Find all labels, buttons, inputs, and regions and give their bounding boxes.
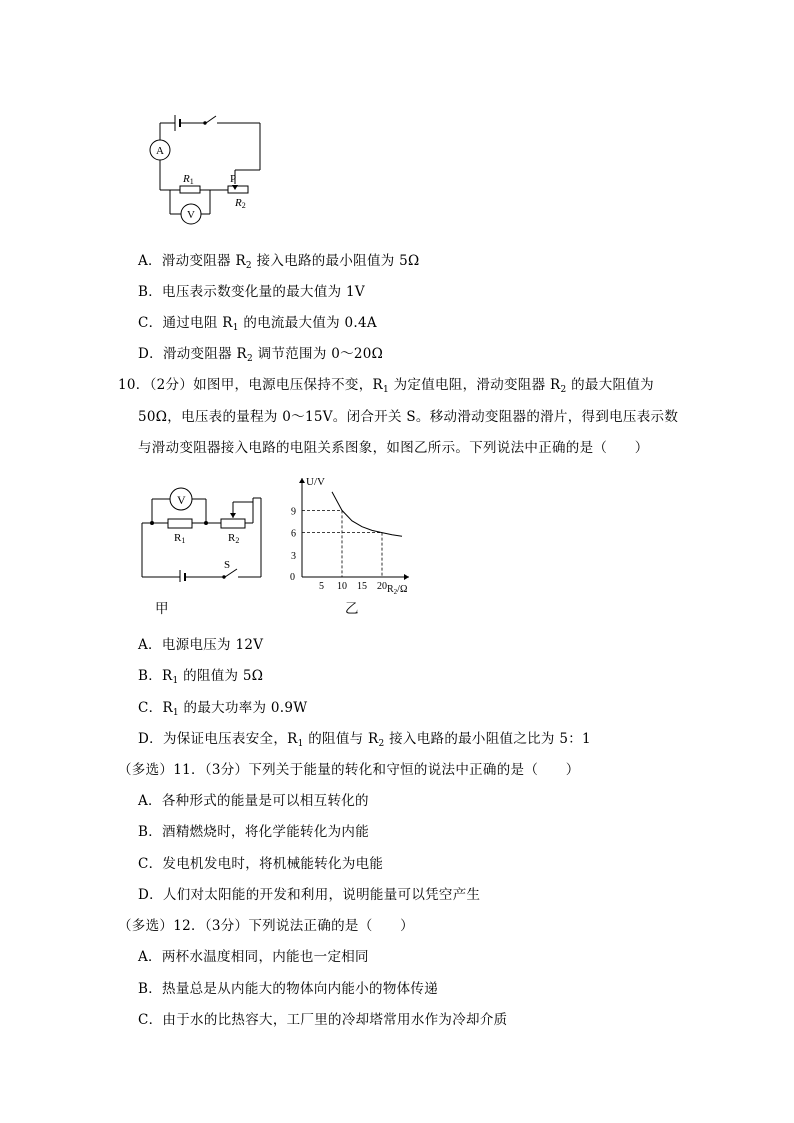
- q11-option-b: B．酒精燃烧时，将化学能转化为内能: [138, 824, 370, 840]
- q11-stem: （多选）11．（3分）下列关于能量的转化和守恒的说法中正确的是（ ）: [118, 762, 580, 778]
- y-tick-label: 3: [291, 550, 296, 562]
- r1-label: R1: [183, 173, 194, 186]
- voltmeter-label: V: [187, 209, 195, 221]
- ammeter-label: A: [156, 145, 164, 157]
- q10-option-c: C．$R_1$ 的最大功率为 0.9W: [138, 700, 308, 718]
- x-tick-label: 20: [377, 581, 387, 592]
- chart-axes: [291, 478, 409, 592]
- series-curve: [332, 492, 402, 536]
- y-axis-arrow: [299, 478, 305, 483]
- q11-option-a: A．各种形式的能量是可以相互转化的: [138, 793, 369, 809]
- x-axis-arrow: [404, 574, 409, 580]
- x-tick-label: 5: [319, 581, 324, 592]
- q10-option-b: B．$R_1$ 的阻值为 5Ω: [138, 668, 264, 686]
- q10-option-a: A．电源电压为 12V: [138, 637, 264, 653]
- y-tick-label: 6: [291, 528, 296, 540]
- q9-option-a: A．滑动变阻器 $R_2$ 接入电路的最小阻值为 5Ω: [138, 253, 420, 271]
- q9-option-c: C．通过电阻 $R_1$ 的电流最大值为 0.4A: [138, 315, 377, 333]
- chart-xlabel: $R_2/\Omega$: [387, 584, 408, 596]
- q12-stem: （多选）12．（3分）下列说法正确的是（ ）: [118, 918, 414, 934]
- chart-yi: [284, 470, 424, 600]
- jia-r1-label: R1: [174, 532, 186, 545]
- q9-option-d: D．滑动变阻器 $R_2$ 调节范围为 0～20Ω: [138, 346, 384, 364]
- q11-option-d: D．人们对太阳能的开发和利用，说明能量可以凭空产生: [138, 887, 481, 903]
- r2-label: R2: [235, 197, 246, 210]
- slider-p-label: P: [230, 173, 237, 185]
- chart-origin-label: 0: [290, 572, 295, 583]
- q12-option-a: A．两杯水温度相同，内能也一定相同: [138, 949, 369, 965]
- q10-stem-line3: 与滑动变阻器接入电路的电阻关系图象，如图乙所示。下列说法中正确的是（ ）: [138, 440, 649, 456]
- figure-yi-caption: 乙: [345, 601, 359, 617]
- q10-stem-line1: 10．（2分）如图甲，电源电压保持不变，$R_1$ 为定值电阻，滑动变阻器 $R_2$ 的最大阻值为: [118, 377, 654, 395]
- q10-stem-line2: 50Ω，电压表的量程为 0～15V。闭合开关 S。移动滑动变阻器的滑片，得到电压表示数: [138, 409, 679, 425]
- jia-voltmeter-label: V: [177, 493, 186, 507]
- q12-option-b: B．热量总是从内能大的物体向内能小的物体传递: [138, 981, 439, 997]
- q12-option-c: C．由于水的比热容大，工厂里的冷却塔常用水作为冷却介质: [138, 1012, 508, 1028]
- y-tick-label: 9: [291, 506, 296, 518]
- jia-switch-label: S: [224, 559, 231, 571]
- jia-r2-label: R2: [228, 532, 240, 545]
- q9-option-b: B．电压表示数变化量的最大值为 1V: [138, 284, 365, 300]
- x-tick-label: 10: [337, 581, 347, 592]
- figure-jia-caption: 甲: [155, 601, 169, 617]
- x-tick-label: 15: [357, 581, 367, 592]
- circuit-figure-1: [140, 110, 280, 230]
- q11-option-c: C．发电机发电时，将机械能转化为电能: [138, 856, 384, 872]
- chart-ylabel: U/V: [306, 476, 325, 488]
- circuit-figure-jia: [135, 482, 285, 582]
- q10-option-d: D．为保证电压表安全，$R_1$ 的阻值与 $R_2$ 接入电路的最小阻值之比为 5：1: [138, 731, 591, 749]
